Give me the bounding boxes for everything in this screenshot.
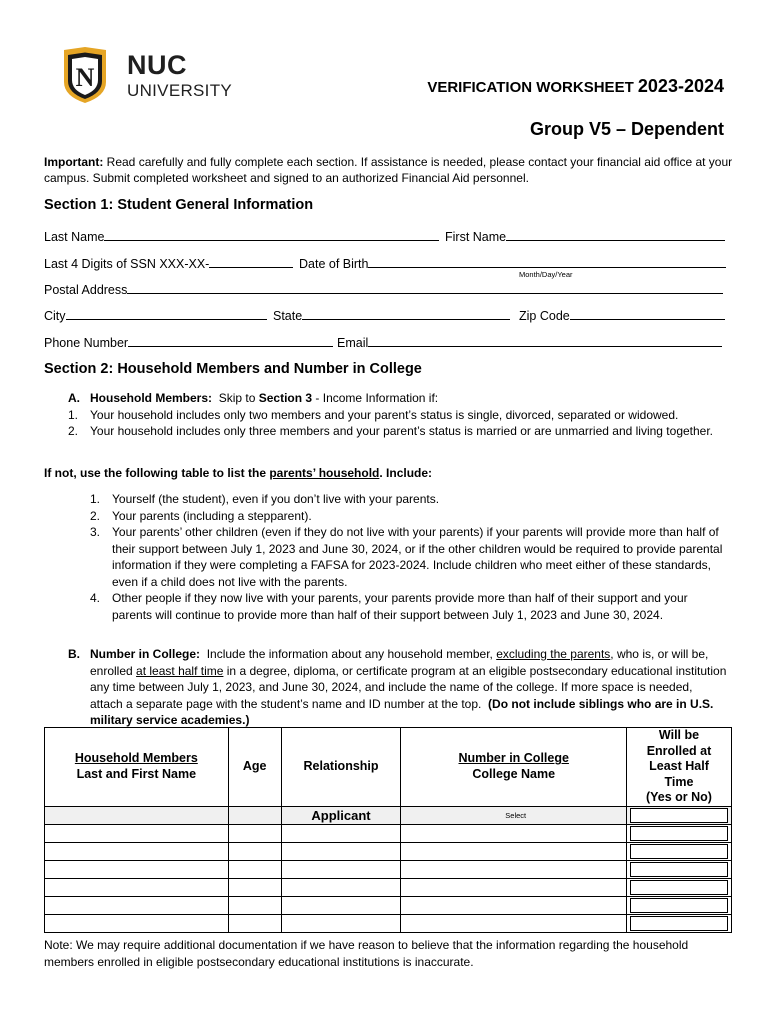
name-cell[interactable] [45,842,229,860]
age-cell[interactable] [228,878,281,896]
include-item-2: Your parents (including a stepparent). [112,508,312,523]
relationship-cell[interactable] [281,824,401,842]
last-name-field[interactable]: Last Name [44,228,439,244]
name-cell[interactable] [45,914,229,932]
col-number-in-college: Number in College College Name [401,728,627,807]
logo-wordmark-university: UNIVERSITY [127,81,233,100]
phone-number-field[interactable]: Phone Number [44,334,333,350]
table-header-row [45,728,732,807]
include-list: 1. Yourself (the student), even if you don’t live with your parents. 2. Your parents (including a stepparent). 3. Your parents’ other children (even if they do not live with your parents) if your parents will provide more than half of their support between July 1, 2023 and June 30, 2024, or if the other children would be required to provide parental information if they were completing a FAFSA for 2023-2024. Include children who meet either of these standards, even if a child does not live with the parents. 4. Other people if they now live with your parents, your parents provide more than half of their support and your parents will continue to provide more than half of their support between July 1, 2023 and June 30, 2024. [90,492,723,622]
date-of-birth-field[interactable]: Date of Birth [299,255,726,271]
logo-wordmark-nuc: NUC [127,50,187,80]
document-subtitle: Group V5 – Dependent [529,119,724,139]
table-row [45,842,732,860]
name-cell[interactable] [45,806,229,824]
enrolled-input[interactable] [630,880,728,895]
col-relationship: Relationship [281,728,401,807]
col-household-members: Household Members Last and First Name [45,728,229,807]
enrolled-input[interactable] [630,898,728,913]
include-item-1: Yourself (the student), even if you don’t live with your parents. [112,492,440,506]
age-cell[interactable] [228,860,281,878]
enrolled-cell [626,824,731,842]
include-instructions: If not, use the following table to list the parents’ household. Include: [44,466,433,480]
age-cell[interactable] [228,896,281,914]
enrolled-cell [626,860,731,878]
skip-condition-2: Your household includes only three members and your parent’s status is married or are unmarried and living together. [90,424,714,438]
name-cell[interactable] [45,878,229,896]
age-cell[interactable] [228,824,281,842]
first-name-field[interactable]: First Name [445,228,725,244]
document-title: VERIFICATION WORKSHEET 2023-2024 [427,76,724,96]
enrolled-input[interactable] [630,862,728,877]
skip-condition-1: Your household includes only two members and your parent’s status is single, divorced, separated or widowed. [90,407,679,422]
postal-address-field[interactable]: Postal Address [44,281,723,297]
enrolled-cell [626,914,731,932]
name-cell[interactable] [45,860,229,878]
include-item-4: Other people if they now live with your parents, your parents provide more than half of their support and your parents will continue to provide more than half of their support between July 1, 2023 and June 30, 2024. [112,591,688,622]
enrolled-input[interactable] [630,826,728,841]
household-table [44,727,732,933]
footnote: Note: We may require additional documentation if we have reason to believe that the information regarding the household members enrolled in eligible postsecondary educational institutions is inaccurate. [44,938,689,969]
enrolled-cell [626,896,731,914]
col-age: Age [228,728,281,807]
dob-format-hint: Month/Day/Year [519,270,573,279]
enrolled-input[interactable] [630,808,728,823]
age-cell[interactable] [228,842,281,860]
nuc-logo-icon [60,46,110,104]
college-cell[interactable] [401,896,627,914]
ssn-field[interactable]: Last 4 Digits of SSN XXX-XX- [44,255,293,271]
email-field[interactable]: Email [337,334,722,350]
college-cell[interactable] [401,824,627,842]
college-cell[interactable] [401,914,627,932]
section1-title: Section 1: Student General Information [44,197,314,213]
relationship-cell[interactable] [281,860,401,878]
include-item-3: Your parents’ other children (even if they do not live with your parents) if your parents will provide more than half of their support between July 1, 2023 and June 30, 2024, or if the other children would be required to provide parental information if they were completing a FAFSA for 2023-2024. Include children who meet either of these standards, even if a child does not live with the parents. [112,525,723,589]
enrolled-input[interactable] [630,916,728,931]
state-field[interactable]: State [273,307,510,323]
important-notice: Important: Read carefully and fully complete each section. If assistance is needed, please contact your financial aid office at your campus. Submit completed worksheet and signed to an authorized Financial Aid personnel. [44,155,733,185]
age-cell[interactable] [228,914,281,932]
zip-code-field[interactable]: Zip Code [519,307,725,323]
college-cell[interactable] [401,878,627,896]
svg-text:N: N [75,63,95,92]
enrolled-input[interactable] [630,844,728,859]
city-field[interactable]: City [44,307,267,323]
relationship-cell[interactable] [281,896,401,914]
number-in-college-block: B. Number in College: Include the information about any household member, excluding the parents, who is, or will be, enrolled at least half time in a degree, diploma, or certificate program at an eligible postsecondary educational institution any time between July 1, 2023, and June 30, 2024, and include the name of the college. If more space is needed, attach a separate page with the student’s name and ID number at the top. (Do not include siblings who are in U.S. military service academies.) [68,647,727,727]
table-row [45,914,732,932]
relationship-cell[interactable] [281,878,401,896]
household-members-block: A. Household Members: Skip to Section 3 - Income Information if: 1. Your household includes only two members and your parent’s status is single, divorced, separated or widowed. 2. Your household includes only three members and your parent’s status is married or are unmarried and living together. [68,391,714,438]
enrolled-cell [626,806,731,824]
table-row [45,806,732,824]
name-cell[interactable] [45,824,229,842]
table-row [45,878,732,896]
college-cell[interactable] [401,860,627,878]
table-row [45,896,732,914]
enrolled-cell [626,842,731,860]
col-enrolled-half-time: Will be Enrolled at Least Half Time (Yes or No) [626,728,731,807]
relationship-cell[interactable] [281,914,401,932]
relationship-cell[interactable] [281,842,401,860]
table-row [45,824,732,842]
enrolled-cell [626,878,731,896]
age-cell[interactable] [228,806,281,824]
section2-title: Section 2: Household Members and Number in College [44,361,422,377]
relationship-applicant-cell: Applicant [281,806,401,824]
table-row [45,860,732,878]
name-cell[interactable] [45,896,229,914]
college-select-dropdown[interactable]: Select [401,806,627,824]
college-cell[interactable] [401,842,627,860]
